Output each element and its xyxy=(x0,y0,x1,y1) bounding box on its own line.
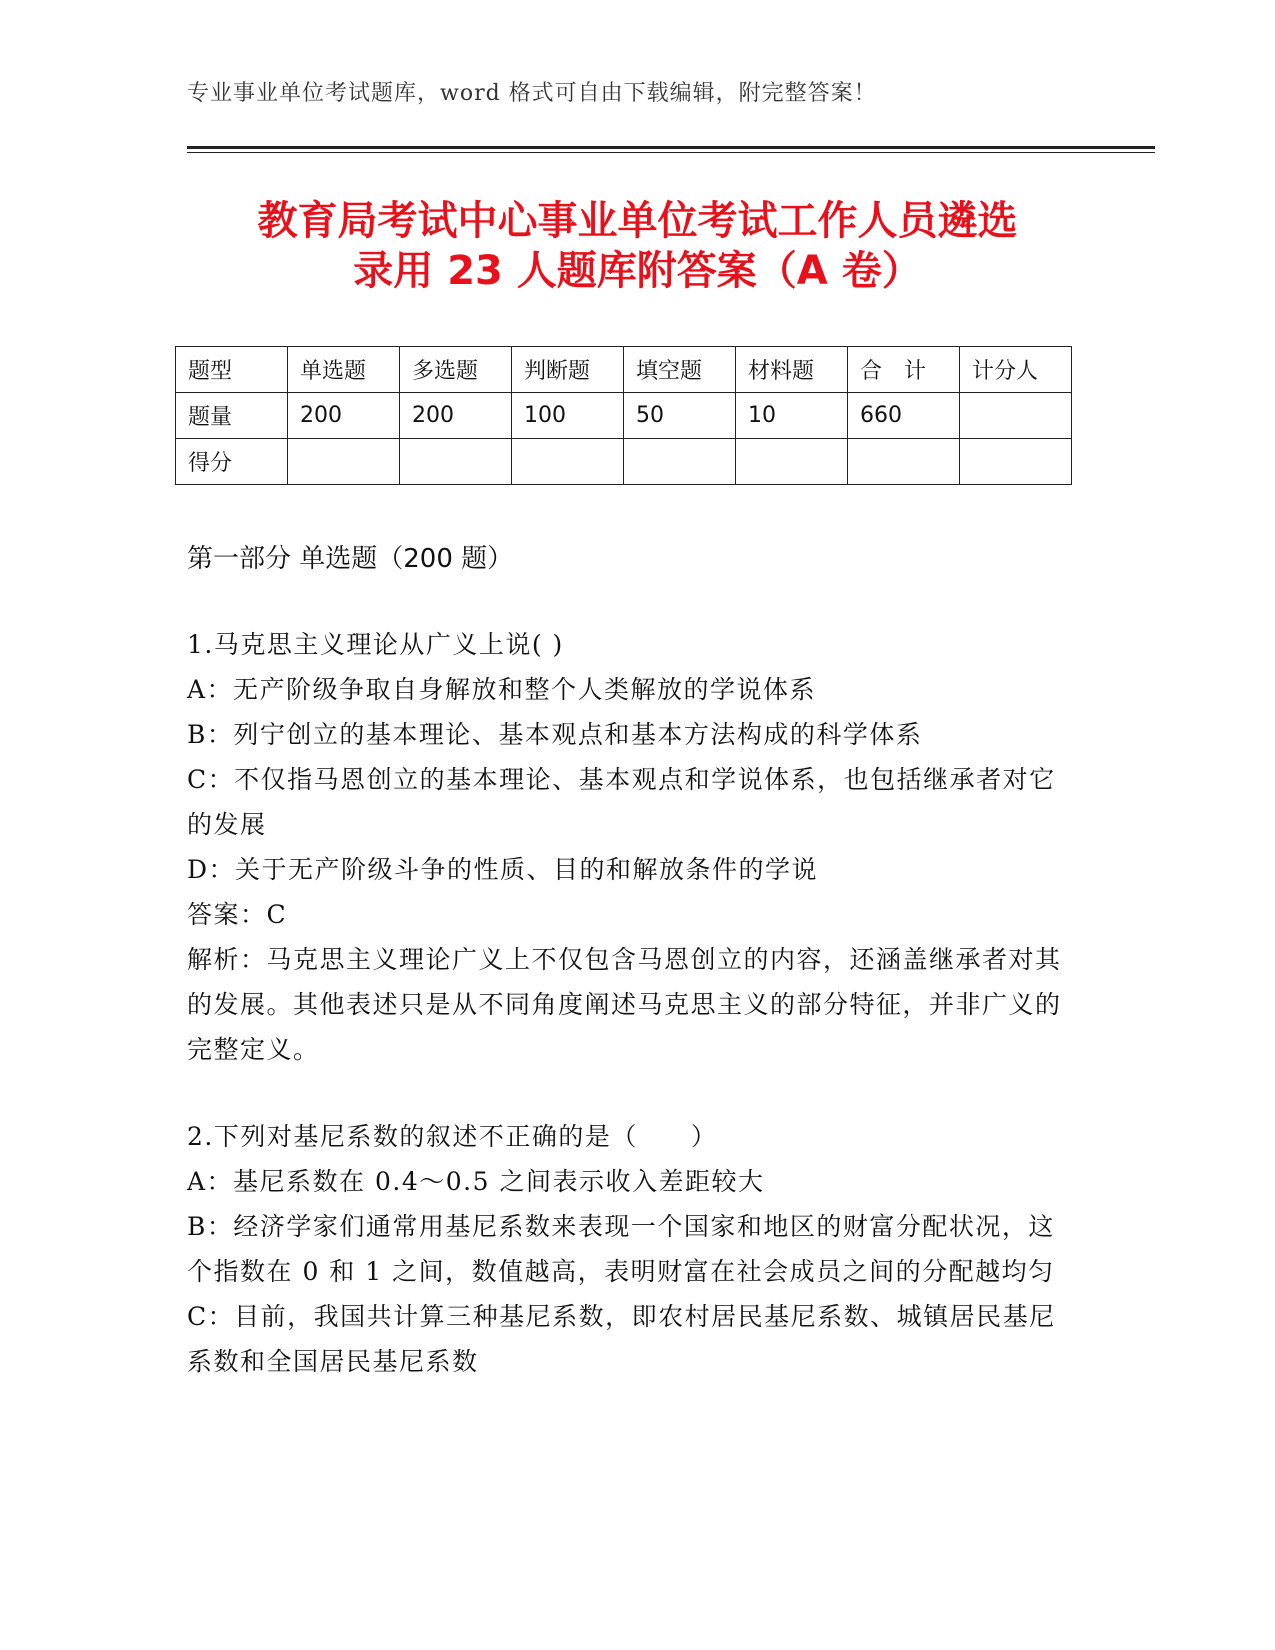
table-cell xyxy=(960,439,1072,485)
score-table-header-row xyxy=(176,347,1072,393)
title-line-1: 教育局考试中心事业单位考试工作人员遴选 xyxy=(257,198,1018,244)
answer-value: C xyxy=(266,900,288,929)
table-cell: 100 xyxy=(512,393,624,439)
analysis-label: 解析： xyxy=(187,945,267,974)
title-line-2: 录用 23 人题库附答案（A 卷） xyxy=(353,248,922,294)
header-rule-thick xyxy=(187,146,1155,149)
table-cell: 50 xyxy=(624,393,736,439)
table-cell: 合 计 xyxy=(848,347,960,393)
table-cell xyxy=(512,439,624,485)
table-cell xyxy=(288,439,400,485)
table-cell xyxy=(960,393,1072,439)
option-c: C：目前，我国共计算三种基尼系数，即农村居民基尼系数、城镇居民基尼系数和全国居民基尼系数 xyxy=(187,1302,1056,1376)
table-cell: 200 xyxy=(288,393,400,439)
question-2 xyxy=(187,1114,1067,1384)
score-table-score-row xyxy=(176,439,1072,485)
answer-line xyxy=(187,892,1067,937)
table-cell: 判断题 xyxy=(512,347,624,393)
option-a: A：无产阶级争取自身解放和整个人类解放的学说体系 xyxy=(187,675,817,704)
table-cell: 200 xyxy=(400,393,512,439)
analysis-text: 马克思主义理论广义上不仅包含马恩创立的内容，还涵盖继承者对其的发展。其他表述只是从不同角度阐述马克思主义的部分特征，并非广义的完整定义。 xyxy=(187,945,1062,1064)
table-cell: 660 xyxy=(848,393,960,439)
question-stem: 1.马克思主义理论从广义上说( ) xyxy=(187,630,564,659)
section-title: 第一部分 单选题（200 题） xyxy=(187,544,514,574)
option-b: B：经济学家们通常用基尼系数来表现一个国家和地区的财富分配状况，这个指数在 0 和 1 之间，数值越高，表明财富在社会成员之间的分配越均匀 xyxy=(187,1212,1055,1286)
table-cell: 得分 xyxy=(176,439,288,485)
answer-label: 答案： xyxy=(187,900,267,929)
table-cell: 10 xyxy=(736,393,848,439)
table-cell xyxy=(624,439,736,485)
table-cell: 单选题 xyxy=(288,347,400,393)
option-c: C：不仅指马恩创立的基本理论、基本观点和学说体系，也包括继承者对它的发展 xyxy=(187,765,1056,839)
option-d: D：关于无产阶级斗争的性质、目的和解放条件的学说 xyxy=(187,855,819,884)
option-a: A：基尼系数在 0.4～0.5 之间表示收入差距较大 xyxy=(187,1167,765,1196)
option-b: B：列宁创立的基本理论、基本观点和基本方法构成的科学体系 xyxy=(187,720,923,749)
table-cell: 题量 xyxy=(176,393,288,439)
question-1 xyxy=(187,622,1067,1072)
table-cell: 填空题 xyxy=(624,347,736,393)
document-title xyxy=(150,196,1125,296)
table-cell xyxy=(736,439,848,485)
score-table xyxy=(175,346,1072,485)
score-table-count-row xyxy=(176,393,1072,439)
table-cell: 材料题 xyxy=(736,347,848,393)
question-stem: 2.下列对基尼系数的叙述不正确的是（ ） xyxy=(187,1122,718,1151)
table-cell: 计分人 xyxy=(960,347,1072,393)
table-cell xyxy=(400,439,512,485)
table-cell: 多选题 xyxy=(400,347,512,393)
table-cell xyxy=(848,439,960,485)
table-cell: 题型 xyxy=(176,347,288,393)
page-header-text: 专业事业单位考试题库，word 格式可自由下载编辑，附完整答案！ xyxy=(187,81,877,106)
analysis-line xyxy=(187,937,1067,1072)
header-rule-thin xyxy=(187,152,1155,153)
